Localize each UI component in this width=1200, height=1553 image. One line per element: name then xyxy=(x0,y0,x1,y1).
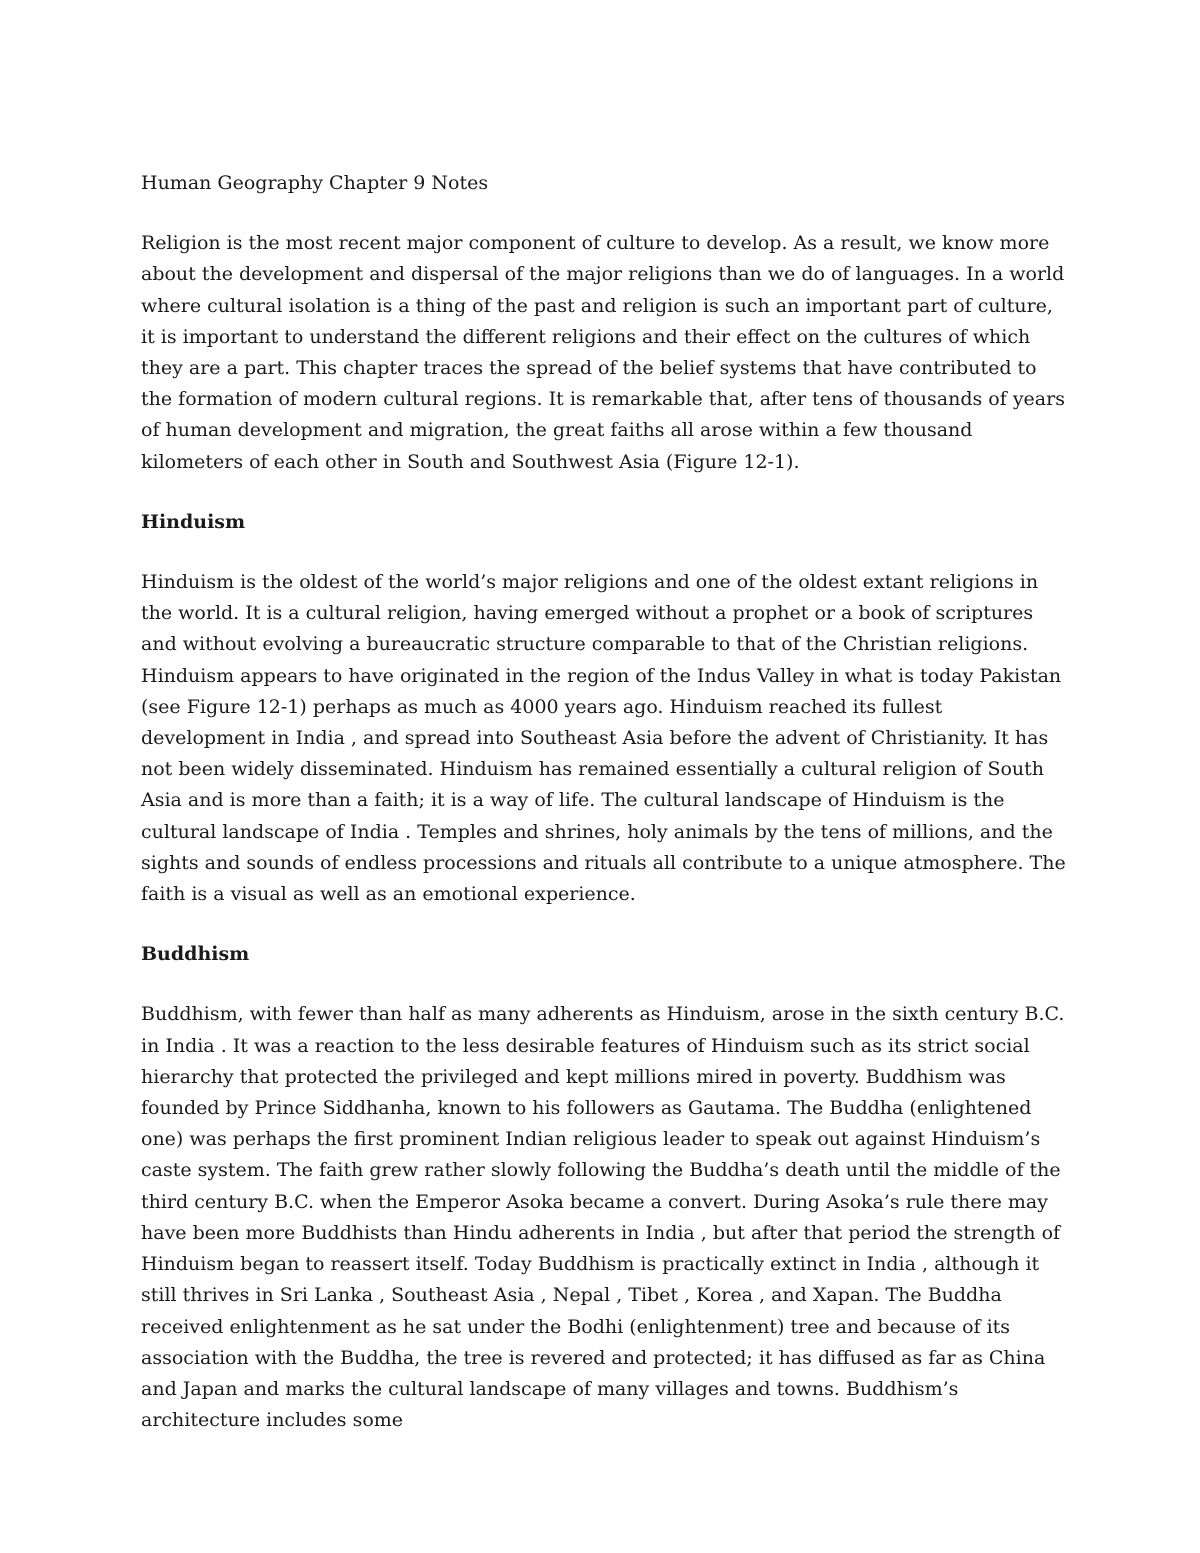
section-body-buddhism: Buddhism, with fewer than half as many adherents as Hinduism, arose in the sixth century B.C. in India . It was a reaction to the less desirable features of Hinduism such as its strict social hierarchy that protected the privileged and kept millions mired in poverty. Buddhism was founded by Prince Siddhanha, known to his followers as Gautama. The Buddha (enlightened one) was perhaps the first prominent Indian religious leader to speak out against Hinduism’s caste system. The faith grew rather slowly following the Buddha’s death until the middle of the third century B.C. when the Emperor Asoka became a convert. During Asoka’s rule there may have been more Buddhists than Hindu adherents in India , but after that period the strength of Hinduism began to reassert itself. Today Buddhism is practically extinct in India , although it still thrives in Sri Lanka , Southeast Asia , Nepal , Tibet , Korea , and Xapan. The Buddha received enlightenment as he sat under the Bodhi (enlightenment) tree and because of its association with the Buddha, the tree is revered and protected; it has diffused as far as China and Japan and marks the cultural landscape of many villages and towns. Buddhism’s architecture includes some xyxy=(141,1003,1065,1432)
section-heading-buddhism: Buddhism xyxy=(141,943,250,966)
section-heading-hinduism: Hinduism xyxy=(141,510,246,533)
document-title: Human Geography Chapter 9 Notes xyxy=(141,172,489,194)
section-body-hinduism: Hinduism is the oldest of the world’s major religions and one of the oldest extant religions in the world. It is a cultural religion, having emerged without a prophet or a book of scriptures and without evolving a bureaucratic structure comparable to that of the Christian religions. Hinduism appears to have originated in the region of the Indus Valley in what is today Pakistan (see Figure 12-1) perhaps as much as 4000 years ago. Hinduism reached its fullest development in India , and spread into Southeast Asia before the advent of Christianity. It has not been widely disseminated. Hinduism has remained essentially a cultural religion of South Asia and is more than a faith; it is a way of life. The cultural landscape of Hinduism is the cultural landscape of India . Temples and shrines, holy animals by the tens of millions, and the sights and sounds of endless processions and rituals all contribute to a unique atmosphere. The faith is a visual as well as an emotional experience. xyxy=(141,571,1066,906)
document-body xyxy=(141,168,1066,1465)
intro-paragraph: Religion is the most recent major component of culture to develop. As a result, we know more about the development and dispersal of the major religions than we do of languages. In a world where cultural isolation is a thing of the past and religion is such an important part of culture, it is important to understand the different religions and their effect on the cultures of which they are a part. This chapter traces the spread of the belief systems that have contributed to the formation of modern cultural regions. It is remarkable that, after tens of thousands of years of human development and migration, the great faiths all arose within a few thousand kilometers of each other in South and Southwest Asia (Figure 12-1). xyxy=(141,232,1065,473)
